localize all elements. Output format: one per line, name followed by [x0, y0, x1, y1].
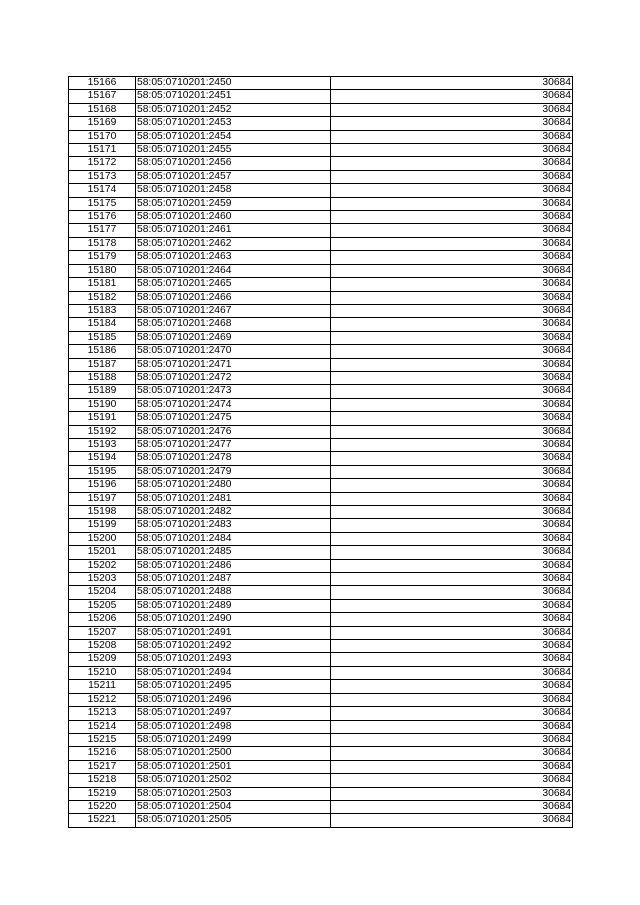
table-row [69, 680, 573, 693]
table-row [69, 224, 573, 237]
row-number-cell: 15185 [69, 331, 136, 344]
row-number-cell: 15210 [69, 666, 136, 679]
value-cell: 30684 [331, 787, 573, 800]
value-cell: 30684 [331, 492, 573, 505]
table-row [69, 184, 573, 197]
row-number-cell: 15206 [69, 613, 136, 626]
table-row [69, 559, 573, 572]
value-cell: 30684 [331, 800, 573, 813]
table-row [69, 733, 573, 746]
cadastral-number-cell: 58:05:0710201:2489 [136, 599, 331, 612]
value-cell: 30684 [331, 130, 573, 143]
cadastral-number-cell: 58:05:0710201:2505 [136, 814, 331, 827]
row-number-cell: 15202 [69, 559, 136, 572]
value-cell: 30684 [331, 680, 573, 693]
cadastral-number-cell: 58:05:0710201:2451 [136, 90, 331, 103]
row-number-cell: 15166 [69, 77, 136, 90]
value-cell: 30684 [331, 626, 573, 639]
row-number-cell: 15207 [69, 626, 136, 639]
value-cell: 30684 [331, 184, 573, 197]
table-body [69, 77, 573, 828]
table-row [69, 626, 573, 639]
cadastral-number-cell: 58:05:0710201:2466 [136, 291, 331, 304]
value-cell: 30684 [331, 144, 573, 157]
cadastral-number-cell: 58:05:0710201:2491 [136, 626, 331, 639]
table-row [69, 693, 573, 706]
cadastral-number-cell: 58:05:0710201:2490 [136, 613, 331, 626]
table-row [69, 760, 573, 773]
cadastral-number-cell: 58:05:0710201:2478 [136, 452, 331, 465]
table-row [69, 345, 573, 358]
row-number-cell: 15195 [69, 465, 136, 478]
value-cell: 30684 [331, 224, 573, 237]
table-row [69, 278, 573, 291]
value-cell: 30684 [331, 465, 573, 478]
row-number-cell: 15181 [69, 278, 136, 291]
row-number-cell: 15199 [69, 519, 136, 532]
table-row [69, 251, 573, 264]
table-row [69, 814, 573, 827]
row-number-cell: 15208 [69, 640, 136, 653]
table-row [69, 707, 573, 720]
row-number-cell: 15180 [69, 264, 136, 277]
value-cell: 30684 [331, 747, 573, 760]
cadastral-number-cell: 58:05:0710201:2458 [136, 184, 331, 197]
cadastral-number-cell: 58:05:0710201:2487 [136, 573, 331, 586]
table-row [69, 506, 573, 519]
row-number-cell: 15179 [69, 251, 136, 264]
value-cell: 30684 [331, 211, 573, 224]
cadastral-number-cell: 58:05:0710201:2480 [136, 479, 331, 492]
value-cell: 30684 [331, 77, 573, 90]
row-number-cell: 15177 [69, 224, 136, 237]
row-number-cell: 15172 [69, 157, 136, 170]
row-number-cell: 15212 [69, 693, 136, 706]
cadastral-number-cell: 58:05:0710201:2467 [136, 304, 331, 317]
cadastral-number-cell: 58:05:0710201:2474 [136, 398, 331, 411]
cadastral-number-cell: 58:05:0710201:2499 [136, 733, 331, 746]
value-cell: 30684 [331, 237, 573, 250]
table-row [69, 318, 573, 331]
cadastral-number-cell: 58:05:0710201:2463 [136, 251, 331, 264]
cadastral-number-cell: 58:05:0710201:2473 [136, 385, 331, 398]
row-number-cell: 15217 [69, 760, 136, 773]
row-number-cell: 15221 [69, 814, 136, 827]
cadastral-number-cell: 58:05:0710201:2477 [136, 438, 331, 451]
cadastral-number-cell: 58:05:0710201:2481 [136, 492, 331, 505]
cadastral-number-cell: 58:05:0710201:2498 [136, 720, 331, 733]
value-cell: 30684 [331, 546, 573, 559]
row-number-cell: 15188 [69, 371, 136, 384]
table-row [69, 666, 573, 679]
value-cell: 30684 [331, 358, 573, 371]
value-cell: 30684 [331, 693, 573, 706]
value-cell: 30684 [331, 613, 573, 626]
value-cell: 30684 [331, 385, 573, 398]
cadastral-number-cell: 58:05:0710201:2500 [136, 747, 331, 760]
table-row [69, 465, 573, 478]
table-row [69, 291, 573, 304]
value-cell: 30684 [331, 653, 573, 666]
cadastral-number-cell: 58:05:0710201:2497 [136, 707, 331, 720]
row-number-cell: 15184 [69, 318, 136, 331]
cadastral-number-cell: 58:05:0710201:2470 [136, 345, 331, 358]
cadastral-number-cell: 58:05:0710201:2486 [136, 559, 331, 572]
value-cell: 30684 [331, 291, 573, 304]
value-cell: 30684 [331, 251, 573, 264]
cadastral-number-cell: 58:05:0710201:2455 [136, 144, 331, 157]
table-row [69, 546, 573, 559]
row-number-cell: 15175 [69, 197, 136, 210]
table-row [69, 438, 573, 451]
cadastral-number-cell: 58:05:0710201:2460 [136, 211, 331, 224]
table-row [69, 720, 573, 733]
table-row [69, 573, 573, 586]
table-row [69, 519, 573, 532]
cadastral-number-cell: 58:05:0710201:2476 [136, 425, 331, 438]
table-row [69, 640, 573, 653]
cadastral-number-cell: 58:05:0710201:2484 [136, 532, 331, 545]
table-row [69, 479, 573, 492]
row-number-cell: 15178 [69, 237, 136, 250]
row-number-cell: 15201 [69, 546, 136, 559]
value-cell: 30684 [331, 506, 573, 519]
value-cell: 30684 [331, 599, 573, 612]
cadastral-number-cell: 58:05:0710201:2459 [136, 197, 331, 210]
cadastral-number-cell: 58:05:0710201:2453 [136, 117, 331, 130]
row-number-cell: 15174 [69, 184, 136, 197]
value-cell: 30684 [331, 733, 573, 746]
cadastral-number-cell: 58:05:0710201:2504 [136, 800, 331, 813]
row-number-cell: 15216 [69, 747, 136, 760]
row-number-cell: 15200 [69, 532, 136, 545]
value-cell: 30684 [331, 519, 573, 532]
cadastral-number-cell: 58:05:0710201:2475 [136, 412, 331, 425]
row-number-cell: 15203 [69, 573, 136, 586]
table-row [69, 800, 573, 813]
value-cell: 30684 [331, 438, 573, 451]
value-cell: 30684 [331, 774, 573, 787]
row-number-cell: 15205 [69, 599, 136, 612]
table-row [69, 599, 573, 612]
value-cell: 30684 [331, 331, 573, 344]
cadastral-number-cell: 58:05:0710201:2471 [136, 358, 331, 371]
cadastral-number-cell: 58:05:0710201:2456 [136, 157, 331, 170]
table-row [69, 77, 573, 90]
row-number-cell: 15194 [69, 452, 136, 465]
table-row [69, 385, 573, 398]
row-number-cell: 15197 [69, 492, 136, 505]
row-number-cell: 15198 [69, 506, 136, 519]
table-row [69, 237, 573, 250]
table-row [69, 425, 573, 438]
row-number-cell: 15213 [69, 707, 136, 720]
value-cell: 30684 [331, 760, 573, 773]
row-number-cell: 15191 [69, 412, 136, 425]
table-row [69, 304, 573, 317]
row-number-cell: 15193 [69, 438, 136, 451]
cadastral-number-cell: 58:05:0710201:2492 [136, 640, 331, 653]
row-number-cell: 15176 [69, 211, 136, 224]
row-number-cell: 15214 [69, 720, 136, 733]
cadastral-number-cell: 58:05:0710201:2450 [136, 77, 331, 90]
table-row [69, 787, 573, 800]
cadastral-number-cell: 58:05:0710201:2457 [136, 170, 331, 183]
table-row [69, 398, 573, 411]
row-number-cell: 15186 [69, 345, 136, 358]
cadastral-number-cell: 58:05:0710201:2461 [136, 224, 331, 237]
row-number-cell: 15196 [69, 479, 136, 492]
row-number-cell: 15209 [69, 653, 136, 666]
value-cell: 30684 [331, 345, 573, 358]
value-cell: 30684 [331, 532, 573, 545]
row-number-cell: 15220 [69, 800, 136, 813]
value-cell: 30684 [331, 157, 573, 170]
value-cell: 30684 [331, 720, 573, 733]
value-cell: 30684 [331, 452, 573, 465]
value-cell: 30684 [331, 559, 573, 572]
cadastral-number-cell: 58:05:0710201:2464 [136, 264, 331, 277]
value-cell: 30684 [331, 814, 573, 827]
row-number-cell: 15190 [69, 398, 136, 411]
cadastral-table [68, 76, 573, 828]
table-row [69, 130, 573, 143]
cadastral-number-cell: 58:05:0710201:2493 [136, 653, 331, 666]
table-row [69, 653, 573, 666]
value-cell: 30684 [331, 479, 573, 492]
table-row [69, 117, 573, 130]
value-cell: 30684 [331, 117, 573, 130]
value-cell: 30684 [331, 278, 573, 291]
cadastral-number-cell: 58:05:0710201:2501 [136, 760, 331, 773]
row-number-cell: 15183 [69, 304, 136, 317]
value-cell: 30684 [331, 264, 573, 277]
row-number-cell: 15204 [69, 586, 136, 599]
table-row [69, 371, 573, 384]
cadastral-number-cell: 58:05:0710201:2465 [136, 278, 331, 291]
row-number-cell: 15215 [69, 733, 136, 746]
value-cell: 30684 [331, 640, 573, 653]
row-number-cell: 15189 [69, 385, 136, 398]
value-cell: 30684 [331, 318, 573, 331]
table-row [69, 90, 573, 103]
cadastral-number-cell: 58:05:0710201:2468 [136, 318, 331, 331]
table-row [69, 774, 573, 787]
value-cell: 30684 [331, 666, 573, 679]
row-number-cell: 15169 [69, 117, 136, 130]
table-row [69, 358, 573, 371]
table-row [69, 103, 573, 116]
cadastral-number-cell: 58:05:0710201:2479 [136, 465, 331, 478]
value-cell: 30684 [331, 573, 573, 586]
row-number-cell: 15170 [69, 130, 136, 143]
cadastral-number-cell: 58:05:0710201:2488 [136, 586, 331, 599]
row-number-cell: 15218 [69, 774, 136, 787]
cadastral-number-cell: 58:05:0710201:2503 [136, 787, 331, 800]
value-cell: 30684 [331, 90, 573, 103]
cadastral-number-cell: 58:05:0710201:2495 [136, 680, 331, 693]
value-cell: 30684 [331, 304, 573, 317]
row-number-cell: 15171 [69, 144, 136, 157]
table-row [69, 452, 573, 465]
table-row [69, 492, 573, 505]
table-row [69, 157, 573, 170]
value-cell: 30684 [331, 103, 573, 116]
value-cell: 30684 [331, 197, 573, 210]
table-row [69, 586, 573, 599]
row-number-cell: 15219 [69, 787, 136, 800]
row-number-cell: 15187 [69, 358, 136, 371]
cadastral-number-cell: 58:05:0710201:2482 [136, 506, 331, 519]
cadastral-number-cell: 58:05:0710201:2472 [136, 371, 331, 384]
cadastral-number-cell: 58:05:0710201:2496 [136, 693, 331, 706]
row-number-cell: 15192 [69, 425, 136, 438]
cadastral-number-cell: 58:05:0710201:2502 [136, 774, 331, 787]
cadastral-number-cell: 58:05:0710201:2462 [136, 237, 331, 250]
cadastral-number-cell: 58:05:0710201:2452 [136, 103, 331, 116]
table-row [69, 412, 573, 425]
row-number-cell: 15173 [69, 170, 136, 183]
value-cell: 30684 [331, 170, 573, 183]
table-row [69, 532, 573, 545]
row-number-cell: 15182 [69, 291, 136, 304]
cadastral-number-cell: 58:05:0710201:2485 [136, 546, 331, 559]
row-number-cell: 15167 [69, 90, 136, 103]
cadastral-number-cell: 58:05:0710201:2454 [136, 130, 331, 143]
cadastral-number-cell: 58:05:0710201:2494 [136, 666, 331, 679]
table-row [69, 747, 573, 760]
value-cell: 30684 [331, 371, 573, 384]
value-cell: 30684 [331, 586, 573, 599]
row-number-cell: 15168 [69, 103, 136, 116]
value-cell: 30684 [331, 707, 573, 720]
value-cell: 30684 [331, 412, 573, 425]
table-row [69, 170, 573, 183]
table-row [69, 613, 573, 626]
table-row [69, 331, 573, 344]
table-row [69, 264, 573, 277]
table-row [69, 211, 573, 224]
value-cell: 30684 [331, 398, 573, 411]
row-number-cell: 15211 [69, 680, 136, 693]
value-cell: 30684 [331, 425, 573, 438]
table-row [69, 144, 573, 157]
cadastral-number-cell: 58:05:0710201:2469 [136, 331, 331, 344]
cadastral-number-cell: 58:05:0710201:2483 [136, 519, 331, 532]
table-row [69, 197, 573, 210]
